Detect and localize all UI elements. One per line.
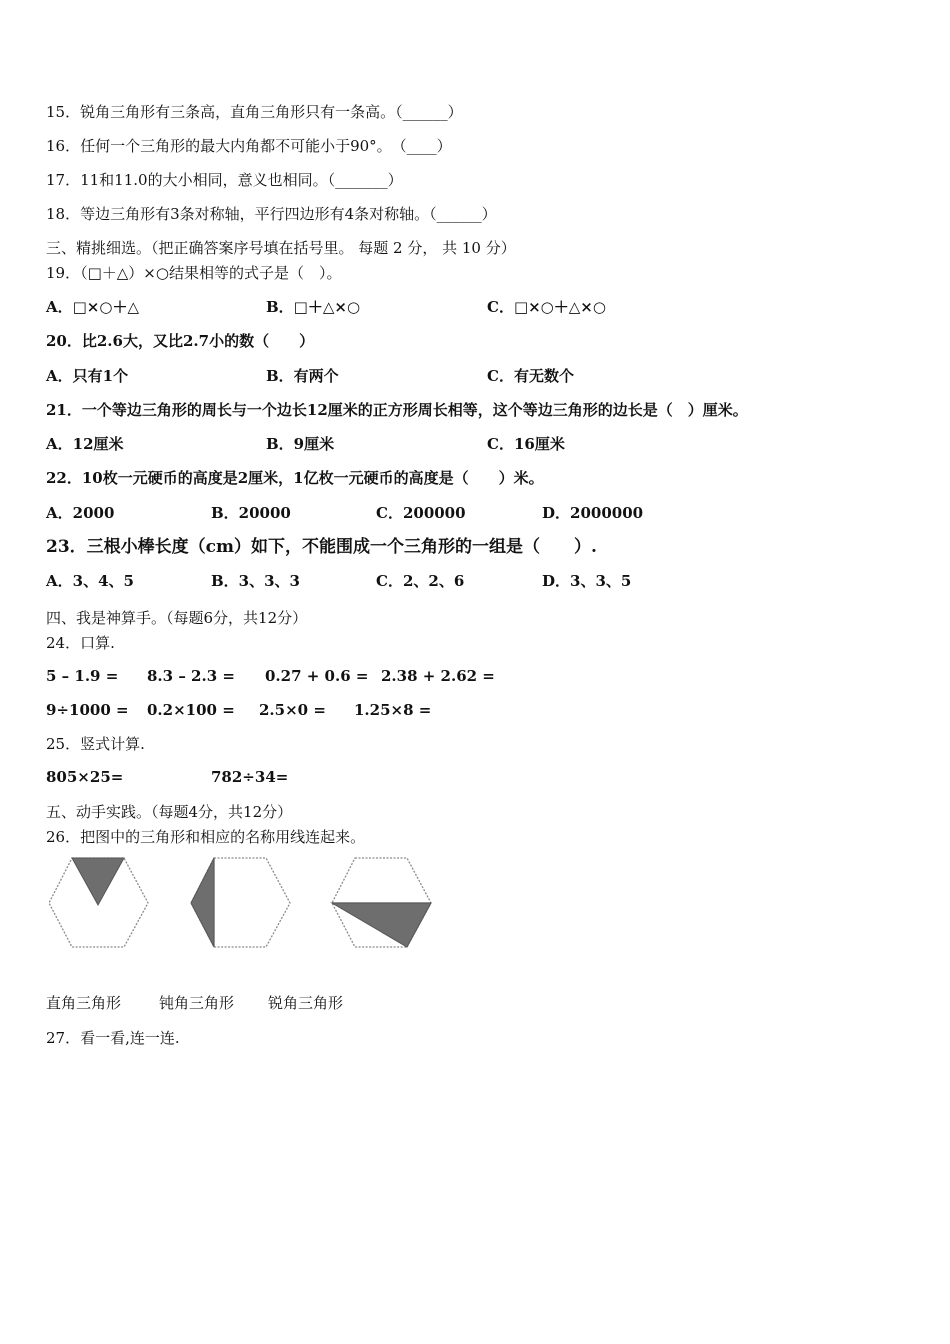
vertical-calc-1: 805×25=	[46, 768, 124, 786]
vertical-calc-2: 782÷34=	[211, 768, 289, 786]
hexagon-figure-1	[46, 854, 150, 950]
shaded-triangle	[191, 858, 214, 947]
question-22: 22．10枚一元硬币的高度是2厘米，1亿枚一元硬币的高度是（ ）米。	[46, 469, 544, 487]
hexagon-figure-2	[188, 854, 292, 950]
section-3-heading: 三、精挑细选。（把正确答案序号填在括号里。 每题 2 分， 共 10 分）	[46, 239, 516, 257]
mental-calc-5: 9÷1000 =	[46, 701, 129, 719]
q19-option-a: A．□×○＋△	[46, 298, 140, 316]
mental-calc-4: 2.38 + 2.62 =	[381, 667, 495, 685]
mental-calc-8: 1.25×8 =	[354, 701, 432, 719]
question-16: 16．任何一个三角形的最大内角都不可能小于90°。 （____）	[46, 137, 452, 155]
hexagon-figure-3	[329, 854, 433, 950]
q19-option-b: B．□＋△×○	[266, 298, 361, 316]
label-right-triangle: 直角三角形	[46, 994, 122, 1012]
q20-option-c: C．有无数个	[487, 367, 574, 385]
q22-option-b: B．20000	[211, 504, 291, 522]
shaded-triangle	[72, 858, 124, 905]
question-18: 18．等边三角形有3条对称轴，平行四边形有4条对称轴。（______）	[46, 205, 497, 223]
q22-option-c: C．200000	[376, 504, 466, 522]
question-25: 25．竖式计算.	[46, 735, 145, 753]
q21-option-c: C．16厘米	[487, 435, 565, 453]
question-15: 15．锐角三角形有三条高，直角三角形只有一条高。（______）	[46, 103, 463, 121]
section-5-heading: 五、动手实践。（每题4分，共12分）	[46, 803, 293, 821]
q22-option-a: A．2000	[46, 504, 115, 522]
q19-option-c: C．□×○＋△×○	[487, 298, 606, 316]
label-obtuse-triangle: 钝角三角形	[159, 994, 235, 1012]
label-acute-triangle: 锐角三角形	[268, 994, 344, 1012]
question-27: 27．看一看,连一连.	[46, 1029, 180, 1047]
mental-calc-2: 8.3 – 2.3 =	[147, 667, 235, 685]
mental-calc-7: 2.5×0 =	[259, 701, 326, 719]
q23-option-c: C．2、2、6	[376, 572, 465, 590]
q23-option-a: A．3、4、5	[46, 572, 134, 590]
mental-calc-6: 0.2×100 =	[147, 701, 235, 719]
q21-option-b: B．9厘米	[266, 435, 335, 453]
question-24: 24．口算.	[46, 634, 115, 652]
q23-option-d: D．3、3、5	[542, 572, 632, 590]
section-4-heading: 四、我是神算手。（每题6分，共12分）	[46, 609, 308, 627]
question-19: 19．（□＋△）×○结果相等的式子是（ ）。	[46, 264, 342, 282]
question-20: 20．比2.6大，又比2.7小的数（ ）	[46, 332, 315, 350]
q21-option-a: A．12厘米	[46, 435, 124, 453]
q20-option-a: A．只有1个	[46, 367, 129, 385]
question-23: 23．三根小棒长度（cm）如下，不能围成一个三角形的一组是（ ）.	[46, 537, 597, 557]
question-21: 21．一个等边三角形的周长与一个边长12厘米的正方形周长相等，这个等边三角形的边长是（ ）厘米。	[46, 401, 748, 419]
mental-calc-3: 0.27 + 0.6 =	[265, 667, 369, 685]
q22-option-d: D．2000000	[542, 504, 644, 522]
mental-calc-1: 5 – 1.9 =	[46, 667, 119, 685]
question-26: 26．把图中的三角形和相应的名称用线连起来。	[46, 828, 366, 846]
shaded-triangle	[332, 903, 431, 947]
q23-option-b: B．3、3、3	[211, 572, 300, 590]
q20-option-b: B．有两个	[266, 367, 339, 385]
question-17: 17．11和11.0的大小相同，意义也相同。（_______）	[46, 171, 403, 189]
